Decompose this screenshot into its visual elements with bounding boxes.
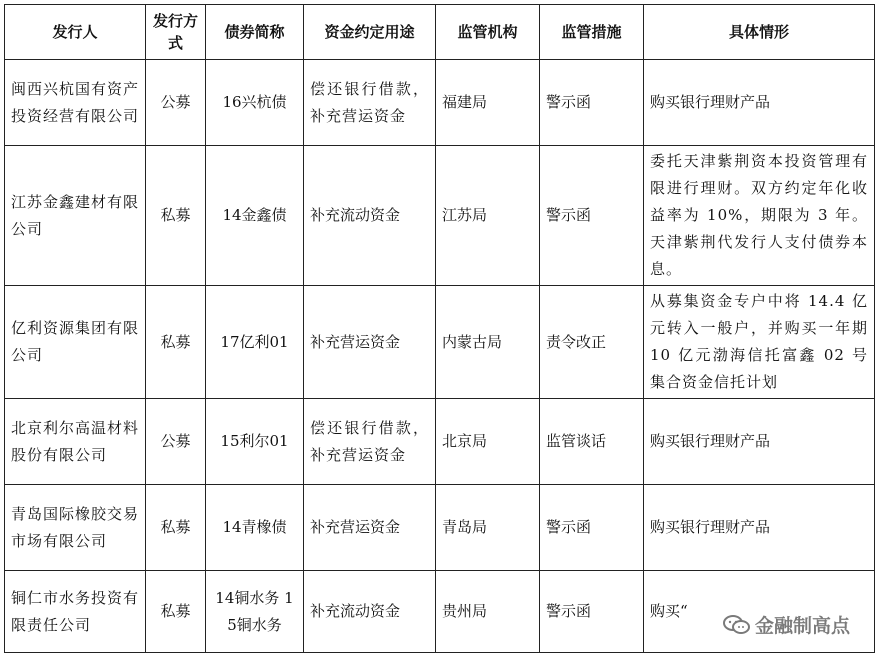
- header-details: 具体情形: [644, 5, 875, 60]
- table-row: [5, 60, 875, 146]
- cell-details: 从募集资金专户中将 14.4 亿元转入一般户，并购买一年期 10 亿元渤海信托富鑫 02 号集合资金信托计划: [644, 286, 875, 399]
- cell-bond-name: 14金鑫债: [206, 146, 304, 286]
- cell-fund-use: 补充流动资金: [304, 146, 436, 286]
- cell-issue-method: 私募: [146, 571, 206, 653]
- cell-issue-method: 公募: [146, 60, 206, 146]
- table-row: [5, 485, 875, 571]
- table-header-row: [5, 5, 875, 60]
- wechat-icon: [723, 615, 751, 635]
- header-issue-method: 发行方式: [146, 5, 206, 60]
- cell-issuer: 铜仁市水务投资有限责任公司: [5, 571, 146, 653]
- cell-details: 购买银行理财产品: [644, 60, 875, 146]
- cell-measure: 警示函: [540, 571, 644, 653]
- cell-issue-method: 私募: [146, 286, 206, 399]
- cell-measure: 责令改正: [540, 286, 644, 399]
- cell-fund-use: 补充营运资金: [304, 286, 436, 399]
- cell-regulator: 青岛局: [436, 485, 540, 571]
- cell-issuer: 闽西兴杭国有资产投资经营有限公司: [5, 60, 146, 146]
- table-row: [5, 146, 875, 286]
- cell-bond-name: 15利尔01: [206, 399, 304, 485]
- cell-measure: 警示函: [540, 485, 644, 571]
- cell-regulator: 江苏局: [436, 146, 540, 286]
- cell-issuer: 江苏金鑫建材有限公司: [5, 146, 146, 286]
- header-fund-use: 资金约定用途: [304, 5, 436, 60]
- cell-regulator: 贵州局: [436, 571, 540, 653]
- cell-regulator: 北京局: [436, 399, 540, 485]
- cell-fund-use: 偿还银行借款，补充营运资金: [304, 60, 436, 146]
- cell-details: 委托天津紫荆资本投资管理有限进行理财。双方约定年化收益率为 10%，期限为 3 年。天津紫荆代发行人支付债券本息。: [644, 146, 875, 286]
- cell-details: 购买银行理财产品: [644, 485, 875, 571]
- cell-issuer: 亿利资源集团有限公司: [5, 286, 146, 399]
- watermark: [723, 611, 850, 638]
- cell-issuer: 北京利尔高温材料股份有限公司: [5, 399, 146, 485]
- cell-fund-use: 偿还银行借款，补充营运资金: [304, 399, 436, 485]
- cell-regulator: 内蒙古局: [436, 286, 540, 399]
- table-row: [5, 399, 875, 485]
- cell-fund-use: 补充营运资金: [304, 485, 436, 571]
- header-bond-name: 债券简称: [206, 5, 304, 60]
- cell-issuer: 青岛国际橡胶交易市场有限公司: [5, 485, 146, 571]
- watermark-text: 金融制高点: [754, 615, 850, 637]
- cell-measure: 警示函: [540, 146, 644, 286]
- cell-fund-use: 补充流动资金: [304, 571, 436, 653]
- cell-measure: 警示函: [540, 60, 644, 146]
- cell-bond-name: 14青橡债: [206, 485, 304, 571]
- table-row: [5, 286, 875, 399]
- cell-measure: 监管谈话: [540, 399, 644, 485]
- cell-details: 购买银行理财产品: [644, 399, 875, 485]
- header-measure: 监管措施: [540, 5, 644, 60]
- cell-bond-name: 14铜水务 15铜水务: [206, 571, 304, 653]
- header-regulator: 监管机构: [436, 5, 540, 60]
- cell-issue-method: 私募: [146, 485, 206, 571]
- bond-violation-table: [4, 4, 875, 653]
- header-issuer: 发行人: [5, 5, 146, 60]
- cell-regulator: 福建局: [436, 60, 540, 146]
- cell-bond-name: 17亿利01: [206, 286, 304, 399]
- cell-issue-method: 公募: [146, 399, 206, 485]
- cell-issue-method: 私募: [146, 146, 206, 286]
- cell-bond-name: 16兴杭债: [206, 60, 304, 146]
- cell-details: 购买“: [644, 571, 875, 653]
